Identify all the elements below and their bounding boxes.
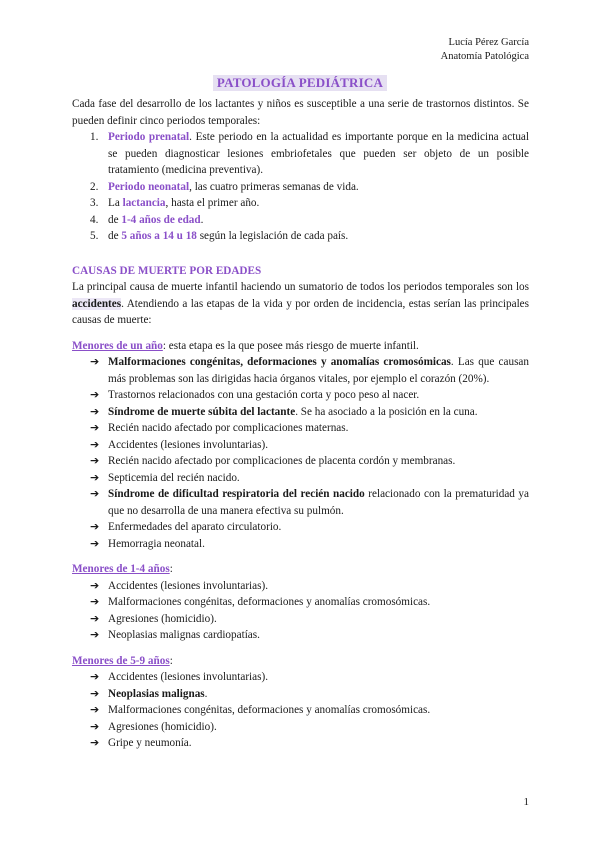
group-label: Menores de un año [72,339,163,352]
list-item: ➔ Malformaciones congénitas, deformaciones y anomalías cromosómicas. [72,594,529,611]
arrow-icon: ➔ [90,421,100,434]
arrow-icon: ➔ [90,719,100,733]
period-item: 3. La lactancia, hasta el primer año. [90,197,260,209]
arrow-icon: ➔ [90,686,100,700]
group-heading-under-one: Menores de un año: esta etapa es la que posee más riesgo de muerte infantil. [72,339,419,352]
arrow-icon: ➔ [90,536,100,550]
arrow-icon: ➔ [90,703,100,716]
group-label: Menores de 1-4 años [72,563,170,575]
highlight-accidentes: accidentes [72,297,122,310]
period-term: Periodo prenatal [108,131,190,143]
period-item: 1. Periodo prenatal. Este periodo en la actualidad es importante porque en la medicina actual se pueden diagnosticar lesiones embriofetales que pueden ser objeto de un posible tratamiento (medicina preventiva). [90,131,529,176]
arrow-icon: ➔ [90,520,100,533]
group-heading-1-4: Menores de 1-4 años: [72,563,173,575]
group-heading-5-9: Menores de 5-9 años: [72,654,173,667]
period-term: 1-4 años de edad [121,213,201,226]
list-item: ➔ Enfermedades del aparato circulatorio. [72,519,529,536]
arrow-icon: ➔ [90,578,100,592]
section-heading-causes: CAUSAS DE MUERTE POR EDADES [72,264,262,277]
group-label: Menores de 5-9 años [72,654,170,667]
arrow-icon: ➔ [90,670,100,683]
period-item: 2. Periodo neonatal, las cuatro primeras semanas de vida. [90,180,359,193]
period-term: lactancia [122,197,166,209]
arrow-icon: ➔ [90,404,100,418]
period-item: 4. de 1-4 años de edad. [90,213,204,226]
period-term: Periodo neonatal [108,180,190,193]
arrow-icon: ➔ [90,611,100,625]
list-item: ➔ Agresiones (homicidio). [72,719,529,736]
list-item: ➔ Síndrome de dificultad respiratoria del recién nacido relacionado con la prematuridad ya que no desarrolla de una manera efectiva su pulmón. [90,487,529,517]
title-wrap [0,74,600,92]
arrow-icon: ➔ [90,437,100,451]
period-item: 5. de 5 años a 14 u 18 según la legislación de cada país. [90,230,349,242]
list-item: ➔ Malformaciones congénitas, deformaciones y anomalías cromosómicas. [72,702,529,719]
list-item: ➔ Recién nacido afectado por complicaciones de placenta cordón y membranas. [72,453,529,470]
document-body [72,96,529,752]
list-item: ➔ Neoplasias malignas. [72,686,529,703]
arrow-icon: ➔ [90,487,100,500]
group-list-1-4 [72,578,529,644]
arrow-icon: ➔ [90,470,100,484]
list-item: ➔ Agresiones (homicidio). [72,611,529,628]
causes-paragraph: La principal causa de muerte infantil haciendo un sumatorio de todos los periodos temporales son los accidentes. Atendiendo a las etapas de la vida y por orden de incidencia, estas serían las principales causas de muerte: [72,281,529,326]
group-list-5-9 [72,669,529,752]
list-item: ➔ Gripe y neumonía. [72,735,529,752]
arrow-icon: ➔ [90,388,100,401]
arrow-icon: ➔ [90,454,100,467]
intro-paragraph: Cada fase del desarrollo de los lactantes y niños es susceptible a una serie de trastornos distintos. Se pueden definir cinco periodos temporales: [72,98,529,127]
list-item: ➔ Síndrome de muerte súbita del lactante. Se ha asociado a la posición en la cuna. [72,404,529,421]
periods-list [72,129,529,245]
list-item: ➔ Hemorragia neonatal. [72,536,529,553]
period-term: 5 años a 14 u 18 [121,230,197,242]
list-item: ➔ Neoplasias malignas cardiopatías. [72,627,529,644]
page-header [441,36,529,64]
group-list-under-one [72,354,529,552]
arrow-icon: ➔ [90,736,100,749]
list-item: ➔ Accidentes (lesiones involuntarias). [72,578,529,595]
page-title: PATOLOGÍA PEDIÁTRICA [213,75,387,91]
list-item: ➔ Malformaciones congénitas, deformaciones y anomalías cromosómicas. Las que causan más problemas son las dirigidas hacia órganos vitales, por ejemplo el corazón (20%). [90,355,529,385]
list-item: ➔ Recién nacido afectado por complicaciones maternas. [72,420,529,437]
arrow-icon: ➔ [90,628,100,641]
header-subject: Anatomía Patológica [440,51,529,62]
list-item: ➔ Accidentes (lesiones involuntarias). [72,669,529,686]
list-item: ➔ Septicemia del recién nacido. [72,470,529,487]
header-author: Lucía Pérez García [448,37,529,48]
list-item: ➔ Accidentes (lesiones involuntarias). [72,437,529,454]
arrow-icon: ➔ [90,355,100,368]
list-item: ➔ Trastornos relacionados con una gestación corta y poco peso al nacer. [72,387,529,404]
page-number: 1 [523,796,529,808]
arrow-icon: ➔ [90,595,100,608]
